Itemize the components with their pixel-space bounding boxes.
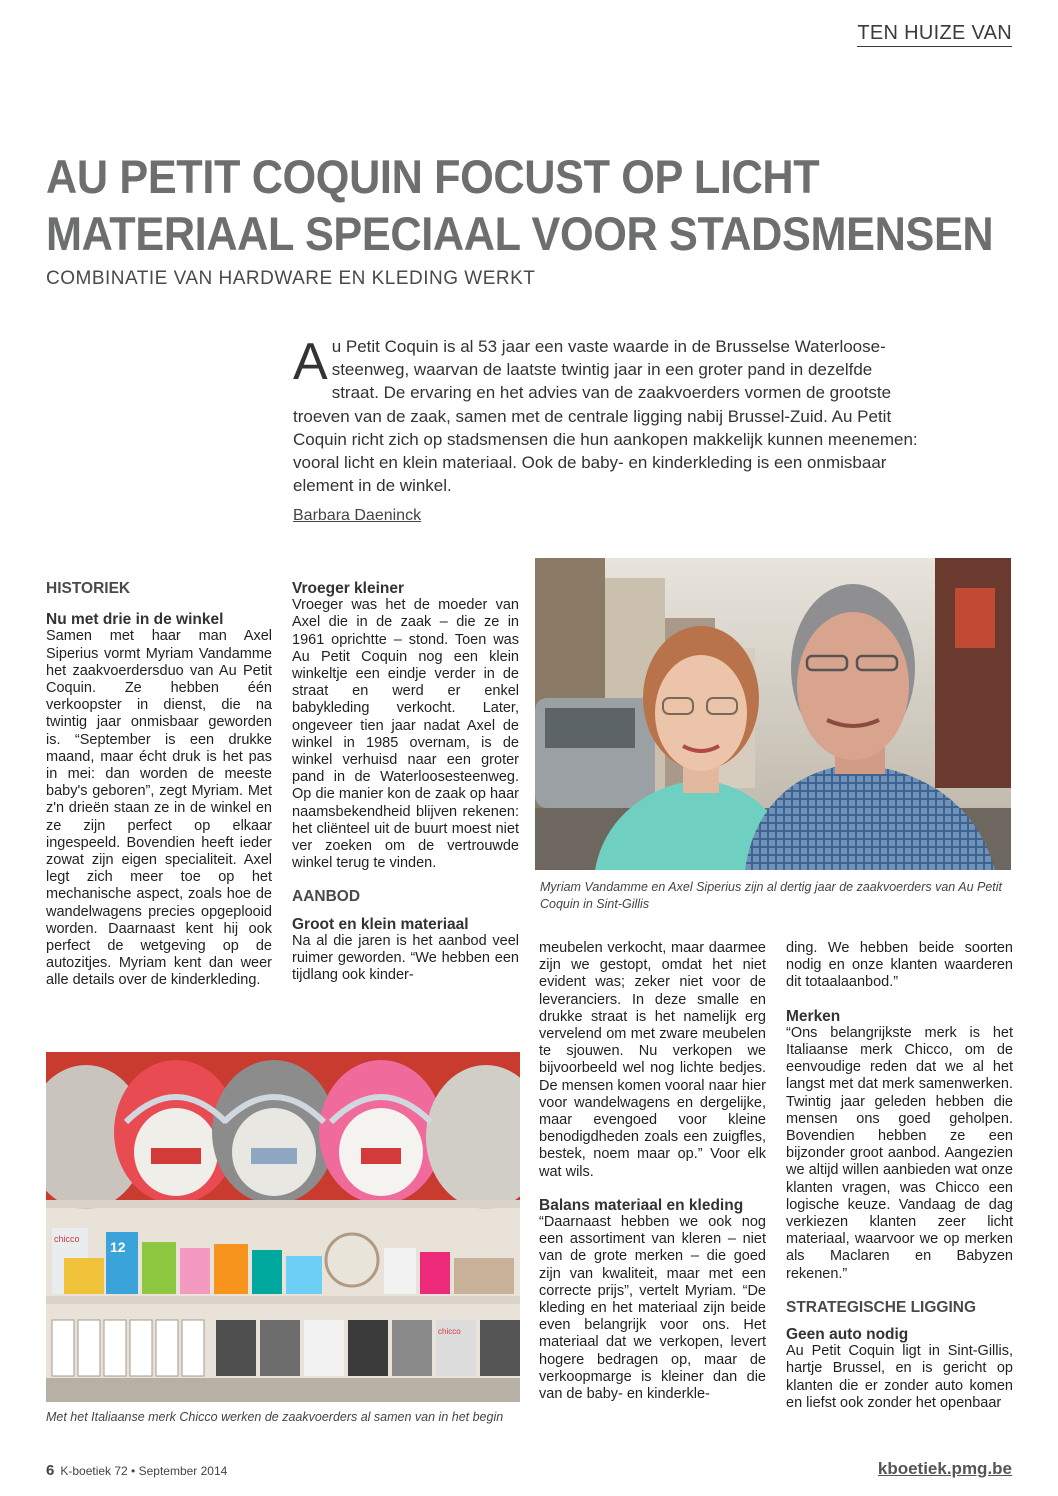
subheading: Balans materiaal en kleding — [539, 1196, 744, 1214]
footer-issue — [46, 1462, 227, 1479]
subheading: Nu met drie in de winkel — [46, 611, 224, 629]
column-4 — [786, 940, 1013, 1412]
owners-photo-caption: Myriam Vandamme en Axel Siperius zijn al dertig jaar de zaakvoerders van Au Petit Coquin in Sint-Gillis — [540, 880, 1003, 911]
column-1 — [46, 580, 272, 990]
brand-box-label: chicco — [54, 1234, 80, 1244]
column-2 — [292, 580, 519, 984]
column-3 — [539, 940, 766, 1403]
article-title — [46, 148, 994, 262]
title-line-1: AU PETIT COQUIN FOCUST OP LICHT — [46, 150, 820, 203]
owners-photo — [535, 558, 1011, 870]
website-link[interactable]: kboetiek.pmg.be — [877, 1459, 1012, 1478]
body-text: “Daarnaast hebben we ook nog een assortiment van kleren – niet van de grote merken – die goed zijn van kwaliteit, maar met een correcte prijs”, vertelt Myriam. “De kleding en het materiaal zijn beide even belangrijk voor ons. Het materiaal dat we verkopen, levert hogere bedragen op, maar de verkoopmarge is kleiner dan die van de baby- en kinderkle- — [539, 1214, 766, 1403]
box-number-label: 12 — [110, 1239, 126, 1255]
drop-cap: A — [293, 333, 328, 391]
body-text: Na al die jaren is het aanbod veel ruimer geworden. “We hebben een tijdlang ook kinder- — [292, 932, 519, 984]
title-line-2: MATERIAAL SPECIAAL VOOR STADSMENSEN — [46, 207, 994, 260]
body-text: Au Petit Coquin ligt in Sint-Gillis, hartje Brussel, en is gericht op klanten die er zonder auto komen en liefst ook zonder het openbaar — [786, 1343, 1013, 1411]
section-heading-ligging: STRATEGISCHE LIGGING — [786, 1298, 977, 1316]
brand-box-label: chicco — [438, 1327, 461, 1336]
page-number: 6 — [46, 1462, 55, 1479]
article-subtitle: COMBINATIE VAN HARDWARE EN KLEDING WERKT — [46, 268, 536, 289]
shop-photo — [46, 1052, 520, 1402]
body-text: Samen met haar man Axel Siperius vormt Myriam Vandamme het zaakvoerdersduo van Au Petit Coquin. Ze hebben één verkoopster in dienst, die na twintig jaar onmisbaar geworden is. “September is een drukke maand, maar écht druk is het pas in mei: dan worden de meeste baby's geboren”, zegt Myriam. Met z'n drieën staan ze in de winkel en ze zijn perfect op elkaar ingespeeld. Bovendien heeft ieder zowat zijn eigen specialiteit. Axel legt zich meer toe op het mechanische aspect, zoals hoe de wandelwagens precies opgeplooid worden. Daarnaast kent hij ook perfect de wetgeving op de autozitjes. Myriam kent dan weer alle details over de kinderkleding. — [46, 628, 272, 989]
subheading: Merken — [786, 1007, 841, 1025]
author-byline: Barbara Daeninck — [293, 507, 422, 524]
section-heading-historiek: HISTORIEK — [46, 580, 131, 597]
body-text: ding. We hebben beide soorten nodig en onze klanten waarderen dit totaalaanbod.” — [786, 940, 1013, 991]
intro-paragraph — [293, 335, 921, 497]
shop-photo-caption: Met het Italiaanse merk Chicco werken de zaakvoerders al samen van in het begin — [46, 1410, 504, 1424]
subheading: Groot en klein materiaal — [292, 915, 469, 933]
body-text: meubelen verkocht, maar daarmee zijn we gestopt, omdat het niet evident was; zeker niet voor de leveranciers. In deze smalle en drukke straat is het namelijk erg vervelend om met zware meubelen te sjouwen. Nu verkopen we bijvoorbeeld wel nog lichte bedjes. De mensen komen vooral naar hier voor wandelwagens en dergelijke, maar evengoed voor kleine benodigdheden zoals een zuigfles, bestek, noem maar op.” Voor elk wat wils. — [539, 940, 766, 1180]
body-text: “Ons belangrijkste merk is het Italiaanse merk Chicco, om de eenvoudige reden dat we al het langst met dat merk samenwerken. Twintig jaar geleden hebben die mensen ons goed geholpen. Bovendien hebben ze een bijzonder groot aanbod. Aangezien we altijd willen aanbieden wat onze klanten vragen, was Chicco een logische keuze. Vandaag de dag verkiezen klanten zeer licht materiaal, waarvoor we op merken als Maclaren en Babyzen rekenen.” — [786, 1024, 1013, 1282]
subheading: Geen auto nodig — [786, 1326, 909, 1344]
subheading: Vroeger kleiner — [292, 580, 405, 597]
issue-label: K-boetiek 72 • September 2014 — [60, 1464, 228, 1478]
intro-text: u Petit Coquin is al 53 jaar een vaste waarde in de Brusselse Waterloosesteenweg, waarvan de laatste twintig jaar in een groter pand in dezelfde straat. De ervaring en het advies van de zaakvoerders vormen de grootste troeven van de zaak, samen met de centrale ligging nabij Brussel-Zuid. Au Petit Coquin richt zich op stadsmensen die hun aankopen makkelijk kunnen meenemen: vooral licht en klein materiaal. Ook de baby- en kinderkleding is een onmisbaar element in de winkel. — [293, 337, 918, 496]
section-tag: TEN HUIZE VAN — [857, 22, 1012, 47]
section-heading-aanbod: AANBOD — [292, 888, 361, 906]
body-text: Vroeger was het de moeder van Axel die in de zaak – die ze in 1961 oprichtte – stond. Toen was Au Petit Coquin nog een klein winkeltje een eindje verder in de straat en werd er enkel babykleding verkocht. Later, ongeveer tien jaar nadat Axel de winkel in 1985 overnam, is de winkel verhuisd naar een groter pand in de Waterloosesteenweg. Op die manier kon de zaak op haar naamsbekendheid blijven rekenen: het cliënteel uit de buurt moest niet ver zoeken om de vertrouwde winkel terug te vinden. — [292, 597, 519, 872]
